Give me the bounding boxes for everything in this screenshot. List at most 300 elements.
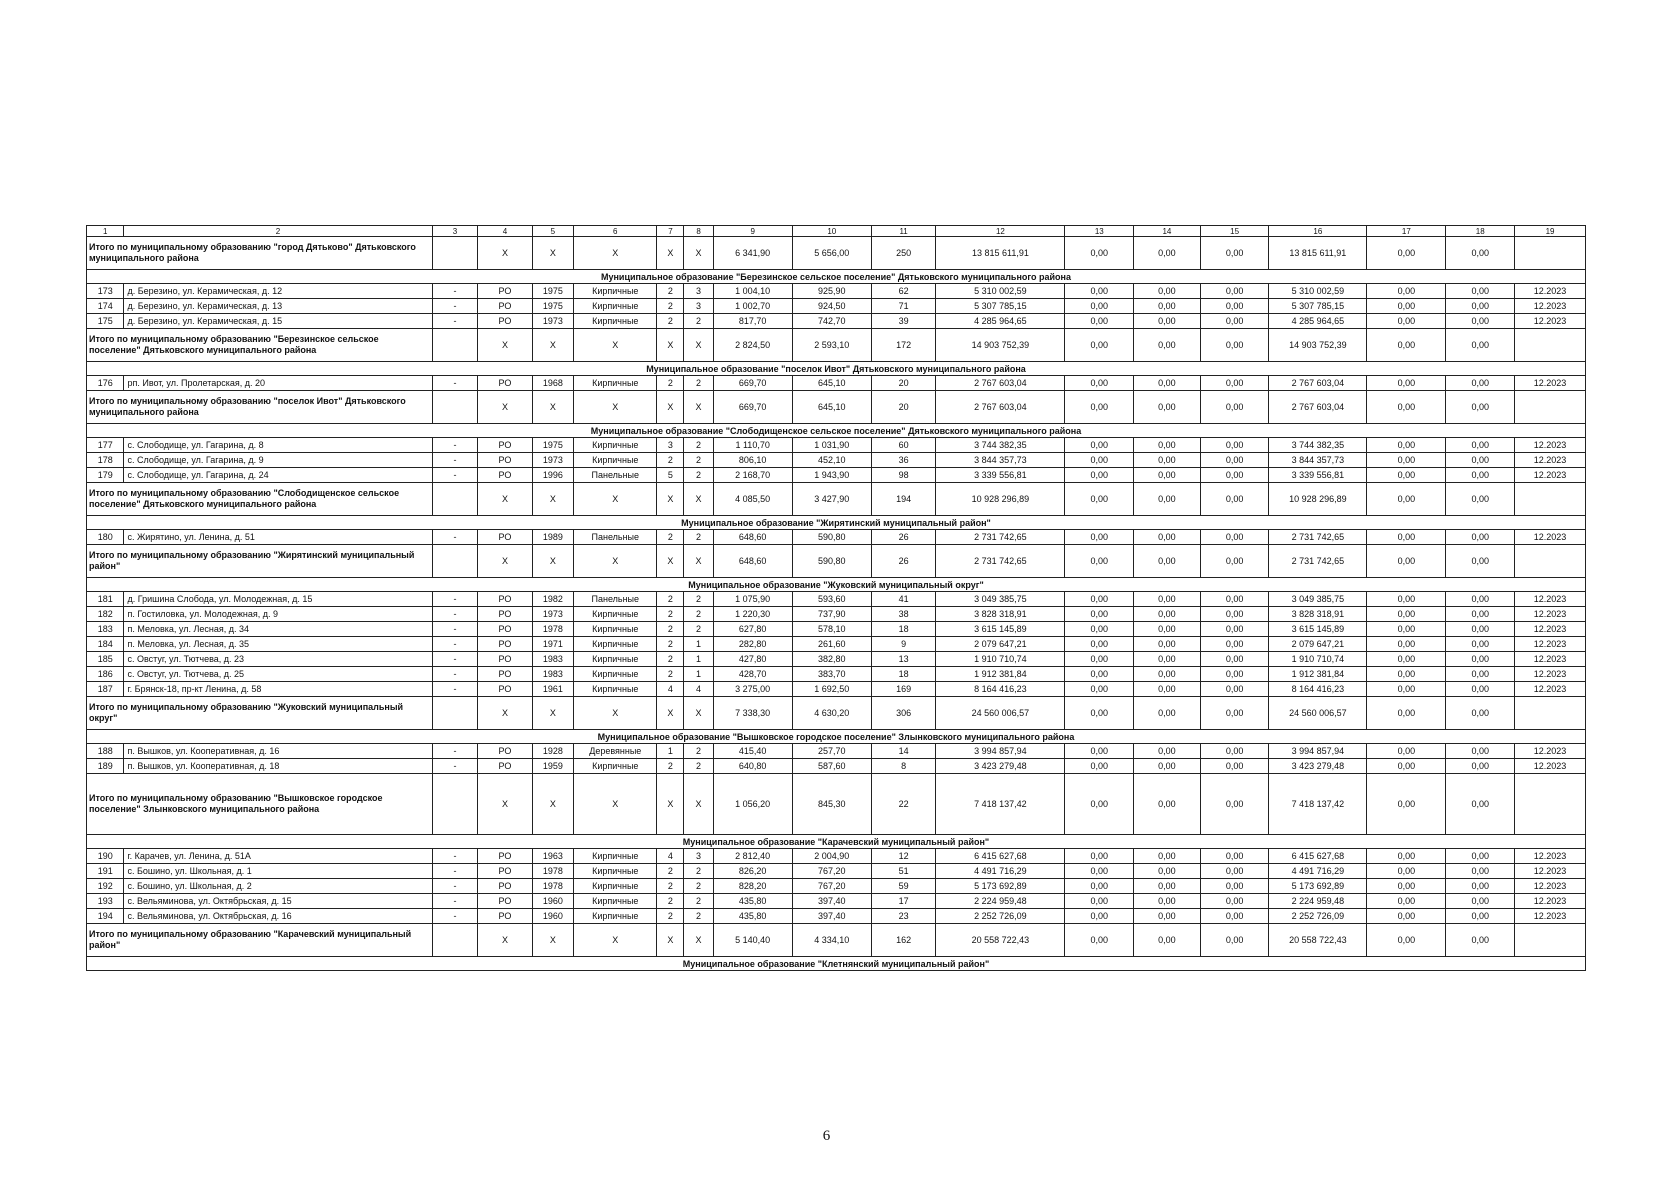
subtotal-cell: 172 <box>871 329 936 362</box>
table-cell: РО <box>478 637 532 652</box>
subtotal-cell: X <box>478 545 532 578</box>
table-cell: 12.2023 <box>1515 637 1586 652</box>
table-cell: 0,00 <box>1446 622 1515 637</box>
table-cell: 828,20 <box>713 879 792 894</box>
table-cell: РО <box>478 376 532 391</box>
table-cell: РО <box>478 849 532 864</box>
table-cell: 0,00 <box>1446 637 1515 652</box>
table-cell: 806,10 <box>713 453 792 468</box>
table-cell: 2 <box>657 592 684 607</box>
table-cell: 183 <box>87 622 124 637</box>
table-cell: 0,00 <box>1367 622 1446 637</box>
table-cell: 925,90 <box>792 284 871 299</box>
table-cell: 3 994 857,94 <box>1269 744 1367 759</box>
table-cell: 2 <box>684 592 713 607</box>
table-cell: 38 <box>871 607 936 622</box>
subtotal-label: Итого по муниципальному образованию "Слободищенское сельское поселение" Дятьковского муниципального района <box>87 483 433 516</box>
table-cell: 0,00 <box>1065 592 1134 607</box>
table-cell: 4 <box>657 682 684 697</box>
table-cell: 382,80 <box>792 652 871 667</box>
subtotal-cell: 0,00 <box>1065 774 1134 835</box>
table-cell: 3 423 279,48 <box>936 759 1065 774</box>
subtotal-cell: X <box>478 924 532 957</box>
subtotal-cell: X <box>574 545 657 578</box>
table-cell: 435,80 <box>713 894 792 909</box>
table-cell: 71 <box>871 299 936 314</box>
table-cell: 0,00 <box>1200 314 1269 329</box>
table-cell: 2 <box>657 314 684 329</box>
table-cell: 12.2023 <box>1515 438 1586 453</box>
table-cell: 6 415 627,68 <box>936 849 1065 864</box>
table-cell: 98 <box>871 468 936 483</box>
table-row <box>87 909 1586 924</box>
table-cell: - <box>432 607 478 622</box>
table-cell: 0,00 <box>1367 314 1446 329</box>
table-cell: РО <box>478 284 532 299</box>
column-number-cell: 4 <box>478 226 532 237</box>
table-cell: 0,00 <box>1446 376 1515 391</box>
subtotal-row <box>87 237 1586 270</box>
table-cell: 4 491 716,29 <box>1269 864 1367 879</box>
table-cell: 1 004,10 <box>713 284 792 299</box>
table-cell: 6 415 627,68 <box>1269 849 1367 864</box>
table-row <box>87 468 1586 483</box>
table-cell: - <box>432 759 478 774</box>
subtotal-cell: 10 928 296,89 <box>1269 483 1367 516</box>
table-cell: РО <box>478 759 532 774</box>
subtotal-cell: 13 815 611,91 <box>936 237 1065 270</box>
table-cell: 1989 <box>532 530 574 545</box>
table-cell: 181 <box>87 592 124 607</box>
subtotal-cell <box>432 329 478 362</box>
section-header-row <box>87 578 1586 592</box>
table-cell: - <box>432 299 478 314</box>
section-title: Муниципальное образование "Клетнянский муниципальный район" <box>87 957 1586 971</box>
table-cell: РО <box>478 530 532 545</box>
table-cell: Панельные <box>574 468 657 483</box>
subtotal-cell: X <box>574 774 657 835</box>
table-cell: 187 <box>87 682 124 697</box>
column-number-cell: 18 <box>1446 226 1515 237</box>
table-cell: 3 <box>657 438 684 453</box>
subtotal-cell <box>432 237 478 270</box>
table-body <box>87 226 1586 971</box>
table-cell: 3 744 382,35 <box>1269 438 1367 453</box>
table-cell: 5 173 692,89 <box>936 879 1065 894</box>
subtotal-cell: X <box>657 774 684 835</box>
subtotal-cell <box>432 483 478 516</box>
subtotal-cell <box>432 545 478 578</box>
table-row <box>87 438 1586 453</box>
subtotal-cell: 0,00 <box>1367 391 1446 424</box>
subtotal-cell: 0,00 <box>1200 924 1269 957</box>
subtotal-cell: X <box>657 697 684 730</box>
table-cell: РО <box>478 453 532 468</box>
subtotal-cell: X <box>478 774 532 835</box>
section-header-row <box>87 424 1586 438</box>
table-cell: 14 <box>871 744 936 759</box>
table-cell: 4 285 964,65 <box>1269 314 1367 329</box>
table-cell: 0,00 <box>1065 314 1134 329</box>
subtotal-cell: 0,00 <box>1446 329 1515 362</box>
table-cell: 383,70 <box>792 667 871 682</box>
address-cell: с. Жирятино, ул. Ленина, д. 51 <box>124 530 432 545</box>
subtotal-cell <box>1515 924 1586 957</box>
table-cell: 1963 <box>532 849 574 864</box>
address-cell: п. Гостиловка, ул. Молодежная, д. 9 <box>124 607 432 622</box>
address-cell: д. Березино, ул. Керамическая, д. 13 <box>124 299 432 314</box>
table-cell: 0,00 <box>1446 438 1515 453</box>
table-cell: 282,80 <box>713 637 792 652</box>
table-cell: - <box>432 864 478 879</box>
table-cell: 1 943,90 <box>792 468 871 483</box>
subtotal-cell: 4 085,50 <box>713 483 792 516</box>
table-cell: - <box>432 894 478 909</box>
table-cell: Кирпичные <box>574 299 657 314</box>
table-cell: 5 310 002,59 <box>1269 284 1367 299</box>
subtotal-cell <box>432 697 478 730</box>
table-cell: 0,00 <box>1367 744 1446 759</box>
table-cell: 2 <box>657 637 684 652</box>
table-cell: - <box>432 314 478 329</box>
table-cell: 415,40 <box>713 744 792 759</box>
table-cell: 0,00 <box>1065 864 1134 879</box>
table-cell: 0,00 <box>1200 682 1269 697</box>
table-cell: 2 <box>684 909 713 924</box>
table-cell: 12.2023 <box>1515 376 1586 391</box>
table-cell: - <box>432 879 478 894</box>
table-cell: 26 <box>871 530 936 545</box>
table-cell: 173 <box>87 284 124 299</box>
subtotal-cell: 0,00 <box>1134 483 1201 516</box>
table-row <box>87 530 1586 545</box>
subtotal-cell: 0,00 <box>1065 545 1134 578</box>
table-cell: 5 310 002,59 <box>936 284 1065 299</box>
table-cell: 1973 <box>532 607 574 622</box>
table-cell: 0,00 <box>1367 284 1446 299</box>
table-cell: 1 <box>657 744 684 759</box>
table-cell: 0,00 <box>1065 759 1134 774</box>
subtotal-cell: X <box>532 237 574 270</box>
table-cell: Кирпичные <box>574 849 657 864</box>
table-cell: 12.2023 <box>1515 314 1586 329</box>
table-cell: 2 <box>684 438 713 453</box>
table-cell: 1975 <box>532 284 574 299</box>
subtotal-cell <box>1515 774 1586 835</box>
table-cell: 12.2023 <box>1515 864 1586 879</box>
subtotal-cell: 4 334,10 <box>792 924 871 957</box>
table-cell: 59 <box>871 879 936 894</box>
table-cell: 2 <box>657 376 684 391</box>
table-cell: 742,70 <box>792 314 871 329</box>
address-cell: с. Слободище, ул. Гагарина, д. 24 <box>124 468 432 483</box>
subtotal-cell: 0,00 <box>1134 237 1201 270</box>
table-cell: 1961 <box>532 682 574 697</box>
address-cell: г. Брянск-18, пр-кт Ленина, д. 58 <box>124 682 432 697</box>
subtotal-label: Итого по муниципальному образованию "Вышковское городское поселение" Злынковского муниципального района <box>87 774 433 835</box>
column-number-cell: 19 <box>1515 226 1586 237</box>
subtotal-cell: 590,80 <box>792 545 871 578</box>
table-cell: 0,00 <box>1200 894 1269 909</box>
table-cell: 2 <box>684 607 713 622</box>
table-cell: 0,00 <box>1134 894 1201 909</box>
table-cell: Кирпичные <box>574 637 657 652</box>
table-cell: 0,00 <box>1446 849 1515 864</box>
subtotal-cell <box>1515 697 1586 730</box>
table-cell: 18 <box>871 667 936 682</box>
table-cell: 12.2023 <box>1515 468 1586 483</box>
table-cell: 0,00 <box>1367 864 1446 879</box>
table-cell: 0,00 <box>1367 682 1446 697</box>
table-cell: 1968 <box>532 376 574 391</box>
table-cell: 0,00 <box>1200 637 1269 652</box>
subtotal-cell: 0,00 <box>1200 774 1269 835</box>
subtotal-cell: 22 <box>871 774 936 835</box>
table-cell: 0,00 <box>1134 284 1201 299</box>
table-cell: 3 <box>684 849 713 864</box>
table-cell: РО <box>478 682 532 697</box>
subtotal-cell: 0,00 <box>1134 545 1201 578</box>
subtotal-cell: X <box>478 329 532 362</box>
table-row <box>87 607 1586 622</box>
table-cell: 2 168,70 <box>713 468 792 483</box>
table-cell: 2 <box>657 607 684 622</box>
table-cell: 2 <box>657 284 684 299</box>
table-cell: 0,00 <box>1446 453 1515 468</box>
table-cell: 186 <box>87 667 124 682</box>
table-cell: Кирпичные <box>574 682 657 697</box>
subtotal-cell: 194 <box>871 483 936 516</box>
table-cell: 0,00 <box>1200 652 1269 667</box>
subtotal-cell: 0,00 <box>1065 237 1134 270</box>
column-number-cell: 14 <box>1134 226 1201 237</box>
table-cell: РО <box>478 744 532 759</box>
table-cell: 0,00 <box>1367 894 1446 909</box>
subtotal-cell: X <box>574 483 657 516</box>
table-cell: 767,20 <box>792 864 871 879</box>
table-cell: 0,00 <box>1200 667 1269 682</box>
column-number-cell: 2 <box>124 226 432 237</box>
section-header-row <box>87 835 1586 849</box>
table-cell: 452,10 <box>792 453 871 468</box>
table-cell: 174 <box>87 299 124 314</box>
table-cell: 3 <box>684 299 713 314</box>
subtotal-cell: 2 731 742,65 <box>1269 545 1367 578</box>
table-cell: Кирпичные <box>574 652 657 667</box>
subtotal-cell: 0,00 <box>1065 483 1134 516</box>
subtotal-cell: 0,00 <box>1200 237 1269 270</box>
table-cell: 2 767 603,04 <box>936 376 1065 391</box>
table-cell: 190 <box>87 849 124 864</box>
table-cell: 0,00 <box>1065 894 1134 909</box>
subtotal-cell: 645,10 <box>792 391 871 424</box>
table-row <box>87 864 1586 879</box>
address-cell: рп. Ивот, ул. Пролетарская, д. 20 <box>124 376 432 391</box>
table-cell: 0,00 <box>1134 667 1201 682</box>
table-cell: 0,00 <box>1200 299 1269 314</box>
table-cell: 3 844 357,73 <box>936 453 1065 468</box>
table-cell: 1973 <box>532 453 574 468</box>
table-cell: 0,00 <box>1134 438 1201 453</box>
subtotal-cell: 0,00 <box>1134 329 1201 362</box>
table-cell: 0,00 <box>1134 607 1201 622</box>
table-cell: 0,00 <box>1134 622 1201 637</box>
table-cell: 2 079 647,21 <box>1269 637 1367 652</box>
subtotal-cell: X <box>684 924 713 957</box>
section-header-row <box>87 957 1586 971</box>
table-cell: - <box>432 744 478 759</box>
table-cell: 2 <box>684 759 713 774</box>
table-cell: 0,00 <box>1065 607 1134 622</box>
subtotal-cell <box>1515 237 1586 270</box>
address-cell: п. Вышков, ул. Кооперативная, д. 16 <box>124 744 432 759</box>
subtotal-cell: 306 <box>871 697 936 730</box>
table-cell: 257,70 <box>792 744 871 759</box>
table-cell: 1 <box>684 652 713 667</box>
table-cell: 12.2023 <box>1515 652 1586 667</box>
subtotal-cell: 0,00 <box>1134 924 1201 957</box>
table-cell: 2 <box>657 652 684 667</box>
subtotal-cell: 250 <box>871 237 936 270</box>
section-header-row <box>87 730 1586 744</box>
subtotal-cell: 13 815 611,91 <box>1269 237 1367 270</box>
table-cell: 12.2023 <box>1515 530 1586 545</box>
subtotal-cell: 0,00 <box>1446 391 1515 424</box>
table-cell: 5 307 785,15 <box>936 299 1065 314</box>
table-cell: 261,60 <box>792 637 871 652</box>
address-cell: с. Вельяминова, ул. Октябрьская, д. 15 <box>124 894 432 909</box>
table-cell: РО <box>478 314 532 329</box>
page-number: 6 <box>822 1128 831 1144</box>
table-cell: 3 <box>684 284 713 299</box>
table-cell: 0,00 <box>1134 744 1201 759</box>
table-cell: 0,00 <box>1134 637 1201 652</box>
table-cell: 1975 <box>532 299 574 314</box>
table-cell: 1996 <box>532 468 574 483</box>
address-cell: с. Бошино, ул. Школьная, д. 2 <box>124 879 432 894</box>
subtotal-cell: X <box>657 924 684 957</box>
table-cell: 2 <box>657 909 684 924</box>
table-cell: 1 075,90 <box>713 592 792 607</box>
subtotal-cell: X <box>478 391 532 424</box>
subtotal-cell: X <box>532 545 574 578</box>
subtotal-cell: X <box>684 545 713 578</box>
table-cell: 12.2023 <box>1515 759 1586 774</box>
table-cell: 3 423 279,48 <box>1269 759 1367 774</box>
subtotal-cell: 0,00 <box>1134 391 1201 424</box>
table-cell: 8 164 416,23 <box>936 682 1065 697</box>
subtotal-cell: 2 593,10 <box>792 329 871 362</box>
table-cell: 12.2023 <box>1515 744 1586 759</box>
subtotal-cell: 0,00 <box>1134 697 1201 730</box>
table-cell: 169 <box>871 682 936 697</box>
table-cell: 12.2023 <box>1515 622 1586 637</box>
table-cell: 177 <box>87 438 124 453</box>
table-cell: Кирпичные <box>574 607 657 622</box>
table-cell: 12.2023 <box>1515 682 1586 697</box>
table-cell: 62 <box>871 284 936 299</box>
table-cell: 435,80 <box>713 909 792 924</box>
table-cell: 0,00 <box>1446 759 1515 774</box>
table-cell: - <box>432 682 478 697</box>
table-cell: 41 <box>871 592 936 607</box>
table-cell: 0,00 <box>1200 879 1269 894</box>
section-title: Муниципальное образование "поселок Ивот" Дятьковского муниципального района <box>87 362 1586 376</box>
table-cell: 648,60 <box>713 530 792 545</box>
column-number-cell: 12 <box>936 226 1065 237</box>
table-cell: Кирпичные <box>574 314 657 329</box>
table-cell: 39 <box>871 314 936 329</box>
table-cell: Деревянные <box>574 744 657 759</box>
table-cell: 1 220,30 <box>713 607 792 622</box>
table-cell: 2 <box>684 879 713 894</box>
table-cell: РО <box>478 299 532 314</box>
table-cell: 5 307 785,15 <box>1269 299 1367 314</box>
table-cell: РО <box>478 879 532 894</box>
table-cell: 640,80 <box>713 759 792 774</box>
table-cell: 193 <box>87 894 124 909</box>
subtotal-cell <box>1515 545 1586 578</box>
subtotal-cell: X <box>532 697 574 730</box>
subtotal-cell: X <box>574 237 657 270</box>
subtotal-cell: 0,00 <box>1367 924 1446 957</box>
table-cell: 0,00 <box>1446 530 1515 545</box>
table-row <box>87 299 1586 314</box>
table-cell: 924,50 <box>792 299 871 314</box>
table-cell: 0,00 <box>1065 622 1134 637</box>
table-cell: 1978 <box>532 864 574 879</box>
table-cell: 0,00 <box>1134 299 1201 314</box>
table-row <box>87 667 1586 682</box>
table-cell: 2 767 603,04 <box>1269 376 1367 391</box>
subtotal-cell: X <box>684 483 713 516</box>
subtotal-cell: 0,00 <box>1200 483 1269 516</box>
table-cell: 8 <box>871 759 936 774</box>
table-cell: - <box>432 622 478 637</box>
table-cell: 182 <box>87 607 124 622</box>
table-cell: 0,00 <box>1065 909 1134 924</box>
table-cell: 175 <box>87 314 124 329</box>
table-cell: РО <box>478 909 532 924</box>
table-cell: 0,00 <box>1200 453 1269 468</box>
subtotal-cell <box>1515 391 1586 424</box>
table-cell: 2 812,40 <box>713 849 792 864</box>
table-cell: 188 <box>87 744 124 759</box>
subtotal-cell: 0,00 <box>1446 545 1515 578</box>
table-cell: 0,00 <box>1200 849 1269 864</box>
table-cell: 2 <box>684 864 713 879</box>
subtotal-cell: X <box>657 391 684 424</box>
column-number-cell: 7 <box>657 226 684 237</box>
table-cell: 0,00 <box>1446 909 1515 924</box>
table-cell: 2 <box>657 864 684 879</box>
table-row <box>87 453 1586 468</box>
subtotal-cell: 7 418 137,42 <box>1269 774 1367 835</box>
table-cell: Кирпичные <box>574 667 657 682</box>
subtotal-cell: X <box>574 391 657 424</box>
section-title: Муниципальное образование "Березинское сельское поселение" Дятьковского муниципального района <box>87 270 1586 284</box>
subtotal-cell: 3 427,90 <box>792 483 871 516</box>
table-cell: - <box>432 592 478 607</box>
table-cell: РО <box>478 438 532 453</box>
table-cell: 767,20 <box>792 879 871 894</box>
table-cell: 2 <box>684 622 713 637</box>
address-cell: с. Вельяминова, ул. Октябрьская, д. 16 <box>124 909 432 924</box>
table-cell: 2 <box>684 376 713 391</box>
table-cell: 0,00 <box>1065 849 1134 864</box>
table-cell: - <box>432 376 478 391</box>
table-cell: 179 <box>87 468 124 483</box>
